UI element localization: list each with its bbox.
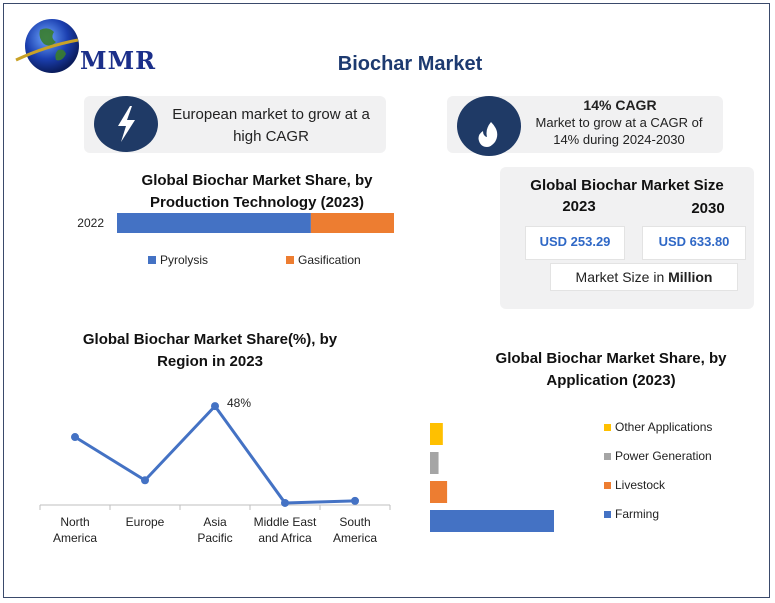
- region-series-line: [75, 406, 355, 503]
- region-category-label: [333, 515, 377, 545]
- region-point-0: [71, 433, 79, 441]
- region-category-label-line: America: [52, 531, 98, 545]
- production-chart-title: Global Biochar Market Share, by Production Technology (2023): [141, 172, 373, 211]
- region-category-label: [126, 515, 165, 529]
- cagr-title: 14% CAGR: [583, 97, 657, 113]
- application-legend-label: Other Applications: [615, 420, 713, 434]
- application-legend-label: Power Generation: [615, 449, 712, 463]
- application-legend-label: Livestock: [615, 478, 666, 492]
- lightning-icon: [94, 96, 158, 152]
- application-bar-livestock: [430, 481, 447, 503]
- region-point-1: [141, 476, 149, 484]
- production-legend-label-pyrolysis: Pyrolysis: [160, 253, 209, 267]
- production-chart: [60, 205, 420, 275]
- production-category-label: 2022: [77, 216, 104, 230]
- application-chart-title: Global Biochar Market Share, by Application (2023): [495, 350, 727, 389]
- market-size-value-start: USD 253.29: [525, 226, 625, 260]
- market-size-unit-bold: Million: [668, 269, 713, 285]
- region-category-label-line: and Africa: [258, 531, 312, 545]
- production-legend-label-gasification: Gasification: [298, 253, 361, 267]
- region-chart: [30, 385, 400, 555]
- application-legend-swatch: [604, 511, 611, 518]
- market-size-unit: [550, 263, 738, 291]
- application-legend-swatch: [604, 482, 611, 489]
- application-legend-label: Farming: [615, 507, 660, 521]
- region-category-label-line: Pacific: [197, 531, 233, 545]
- region-category-label: [53, 515, 97, 545]
- application-bar-farming: [430, 510, 554, 532]
- production-bar-gasification: [311, 213, 394, 233]
- region-chart-title: Global Biochar Market Share(%), by Region in 2023: [82, 331, 338, 370]
- market-size-year-end: 2030: [691, 200, 725, 217]
- flame-icon: [457, 96, 521, 156]
- production-bar-pyrolysis: [117, 213, 311, 233]
- region-category-label: [197, 515, 232, 545]
- region-category-label-line: South: [339, 515, 371, 529]
- region-category-label-line: North: [60, 515, 90, 529]
- globe-logo-icon: [12, 14, 82, 76]
- region-category-label-line: Europe: [125, 515, 165, 529]
- application-bar-other-applications: [430, 423, 443, 445]
- region-point-2: [211, 402, 219, 410]
- page-title: Biochar Market: [337, 53, 483, 75]
- market-size-value-end: USD 633.80: [642, 226, 746, 260]
- market-size-title: Global Biochar Market Size: [530, 177, 724, 194]
- market-size-year-start: 2023: [562, 198, 596, 215]
- region-category-label-line: Asia: [203, 515, 227, 529]
- region-category-label-line: Middle East: [253, 515, 317, 529]
- europe-card-text: European market to grow at a high CAGR: [172, 106, 370, 145]
- market-size-unit-prefix: Market Size in: [575, 269, 669, 285]
- region-data-label: 48%: [227, 396, 252, 411]
- region-point-3: [281, 499, 289, 507]
- application-legend-swatch: [604, 424, 611, 431]
- region-point-4: [351, 497, 359, 505]
- production-legend-swatch-pyrolysis: [148, 256, 156, 264]
- application-bar-power-generation: [430, 452, 439, 474]
- application-chart: [420, 410, 740, 535]
- cagr-text: Market to grow at a CAGR of 14% during 2024-2030: [535, 115, 703, 147]
- region-category-label-line: America: [332, 531, 378, 545]
- logo-text: MMR: [80, 46, 157, 75]
- production-legend-swatch-gasification: [286, 256, 294, 264]
- region-category-label: [254, 515, 317, 545]
- application-legend-swatch: [604, 453, 611, 460]
